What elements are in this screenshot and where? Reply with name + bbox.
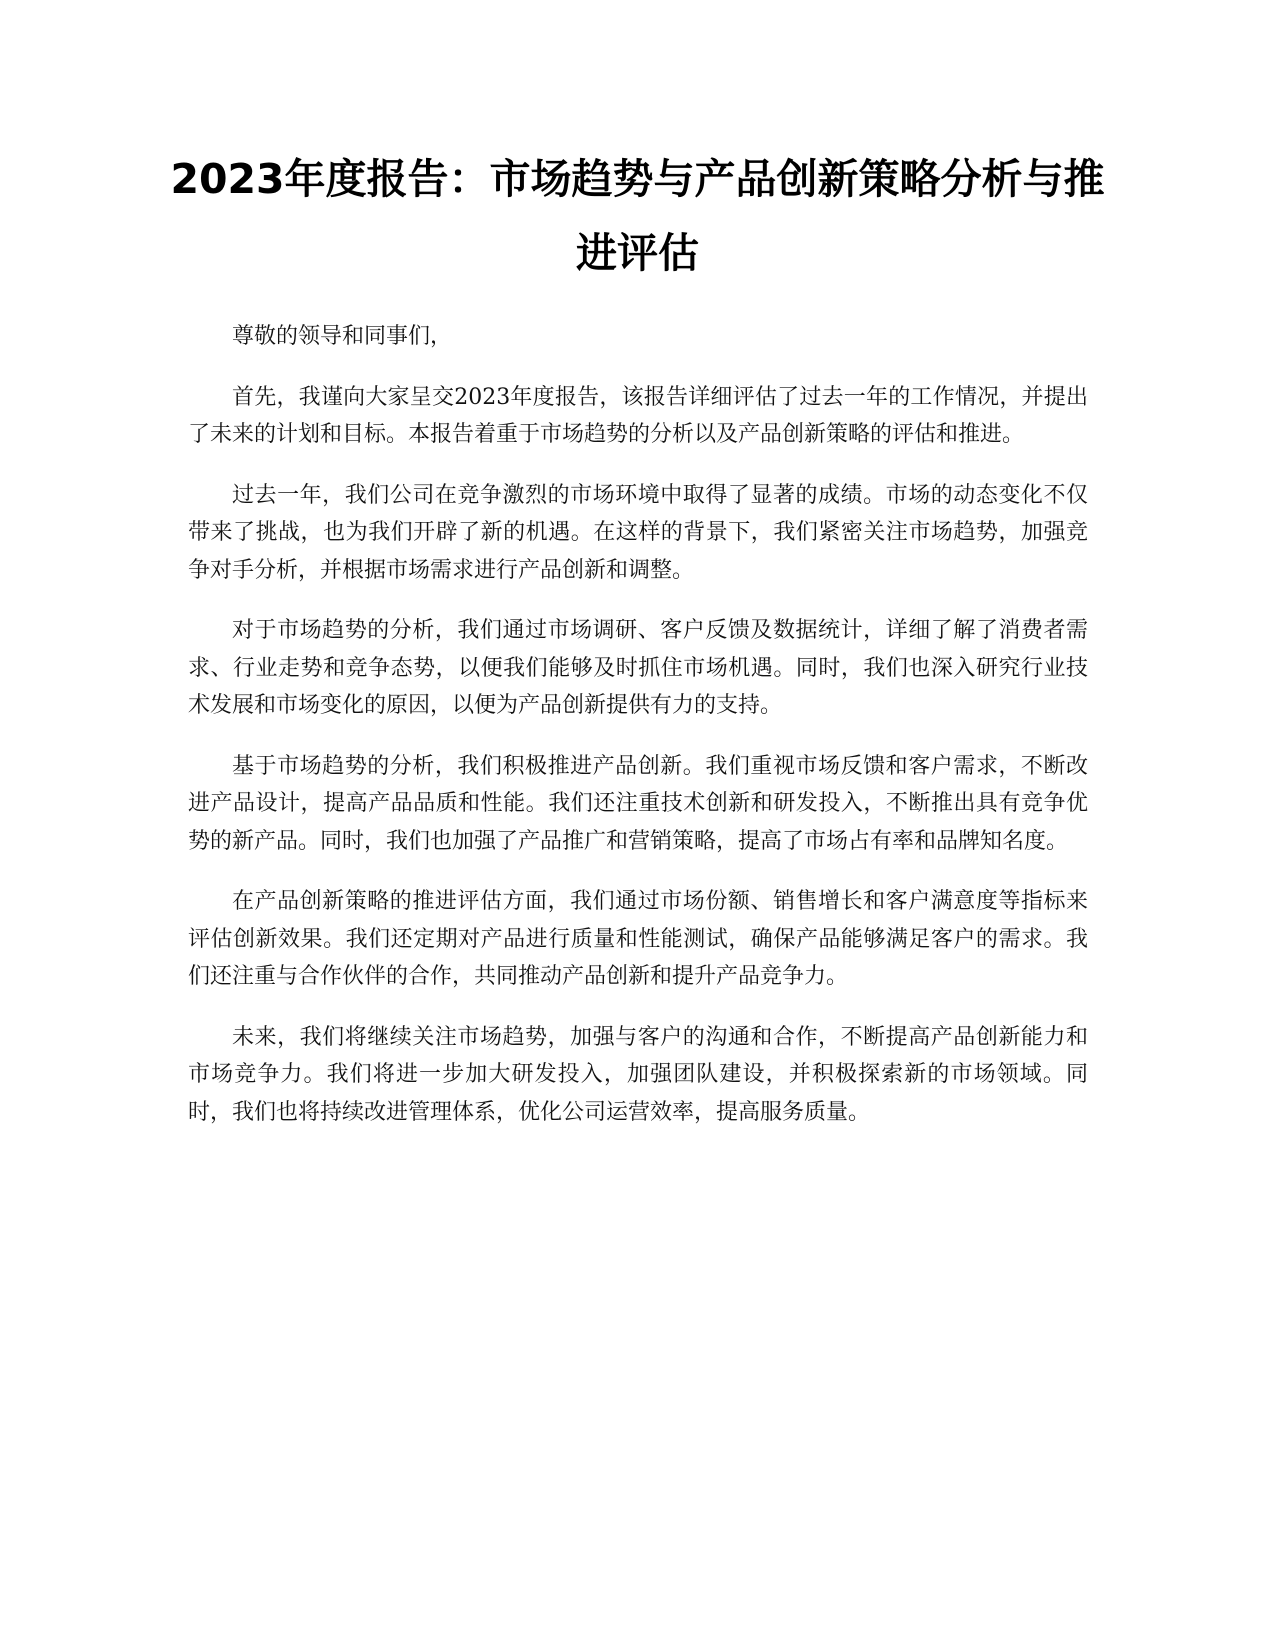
salutation: 尊敬的领导和同事们，: [232, 324, 453, 349]
document-title: 2023年度报告：市场趋势与产品创新策略分析与推进评估: [170, 155, 1105, 277]
body-paragraph: 首先，我谨向大家呈交2023年度报告，该报告详细评估了过去一年的工作情况，并提出了未来的计划和目标。本报告着重于市场趋势的分析以及产品创新策略的评估和推进。: [188, 384, 1088, 447]
body-paragraph: 在产品创新策略的推进评估方面，我们通过市场份额、销售增长和客户满意度等指标来评估创新效果。我们还定期对产品进行质量和性能测试，确保产品能够满足客户的需求。我们还注重与合作伙伴的合作，共同推动产品创新和提升产品竞争力。: [188, 889, 1088, 989]
body-paragraph: 过去一年，我们公司在竞争激烈的市场环境中取得了显著的成绩。市场的动态变化不仅带来了挑战，也为我们开辟了新的机遇。在这样的背景下，我们紧密关注市场趋势，加强竞争对手分析，并根据市场需求进行产品创新和调整。: [188, 482, 1088, 583]
body-paragraph: 基于市场趋势的分析，我们积极推进产品创新。我们重视市场反馈和客户需求，不断改进产品设计，提高产品品质和性能。我们还注重技术创新和研发投入，不断推出具有竞争优势的新产品。同时，我们也加强了产品推广和营销策略，提高了市场占有率和品牌知名度。: [188, 753, 1088, 854]
body-paragraph: 对于市场趋势的分析，我们通过市场调研、客户反馈及数据统计，详细了解了消费者需求、行业走势和竞争态势，以便我们能够及时抓住市场机遇。同时，我们也深入研究行业技术发展和市场变化的原因，以便为产品创新提供有力的支持。: [188, 618, 1088, 718]
document-body: [188, 318, 1088, 1154]
body-paragraph: 未来，我们将继续关注市场趋势，加强与客户的沟通和合作，不断提高产品创新能力和市场竞争力。我们将进一步加大研发投入，加强团队建设，并积极探索新的市场领域。同时，我们也将持续改进管理体系，优化公司运营效率，提高服务质量。: [188, 1024, 1088, 1125]
